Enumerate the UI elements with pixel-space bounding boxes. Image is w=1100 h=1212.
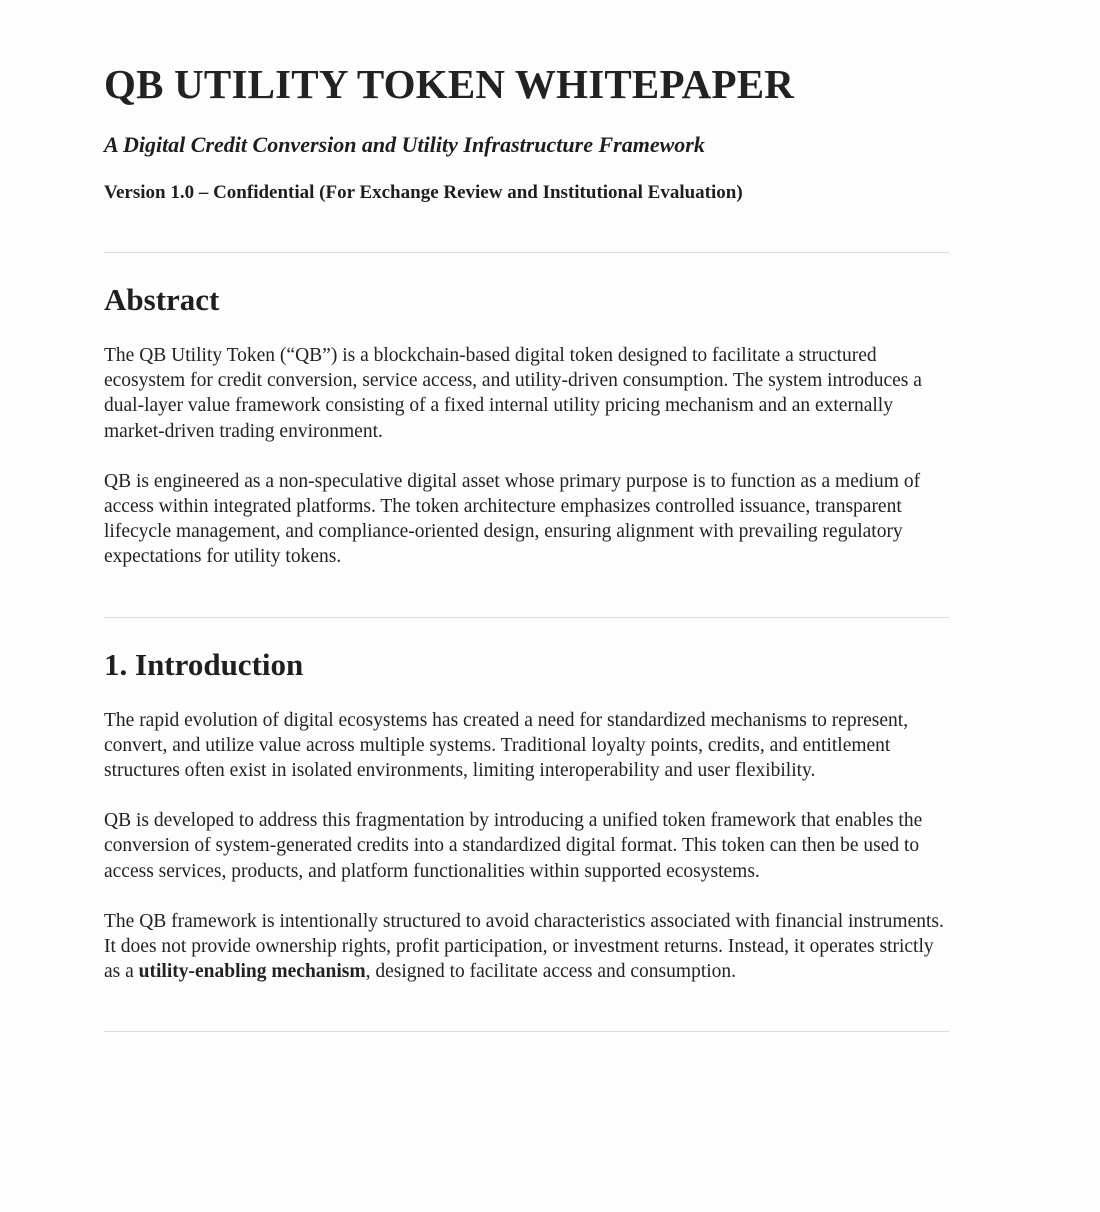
abstract-heading: Abstract — [104, 282, 220, 317]
introduction-heading: 1. Introduction — [104, 646, 304, 682]
introduction-paragraph: QB is developed to address this fragmentation by introducing a unified token framework that enables the conversion of system-generated credits into a standardized digital format. This token can then be used to access services, products, and platform functionalities within supported ecosystems. — [104, 810, 923, 882]
section-divider — [104, 1031, 949, 1032]
section-divider — [104, 617, 949, 618]
abstract-paragraph: The QB Utility Token (“QB”) is a blockchain-based digital token designed to facilitate a structured ecosystem for credit conversion, service access, and utility-driven consumption. The system introduces a dual-layer value framework consisting of a fixed internal utility pricing mechanism and an externally market-driven trading environment. — [104, 345, 922, 442]
introduction-paragraph: The rapid evolution of digital ecosystems has created a need for standardized mechanisms to represent, convert, and utilize value across multiple systems. Traditional loyalty points, credits, and entitlement structures often exist in isolated environments, limiting interoperability and user flexibility. — [104, 709, 909, 782]
section-divider — [104, 252, 949, 253]
document-version: Version 1.0 – Confidential (For Exchange Review and Institutional Evaluation) — [104, 182, 743, 203]
emphasized-term: utility-enabling mechanism — [138, 961, 366, 983]
document-body — [104, 56, 949, 1032]
introduction-paragraph — [104, 909, 949, 985]
abstract-paragraph: QB is engineered as a non-speculative digital asset whose primary purpose is to function as a medium of access within integrated platforms. The token architecture emphasizes controlled issuance, transparent lifecycle management, and compliance-oriented design, ensuring alignment with prevailing regulatory expectations for utility tokens. — [104, 470, 921, 568]
document-title: QB UTILITY TOKEN WHITEPAPER — [104, 61, 795, 107]
paragraph-text: , designed to facilitate access and consumption. — [365, 961, 737, 983]
document-subtitle: A Digital Credit Conversion and Utility Infrastructure Framework — [104, 132, 705, 157]
paragraph-text: The QB framework is intentionally structured to avoid characteristics associated with financial instruments. It does not provide ownership rights, profit participation, or investment returns. Instead, it operates strictly as a — [104, 910, 944, 983]
